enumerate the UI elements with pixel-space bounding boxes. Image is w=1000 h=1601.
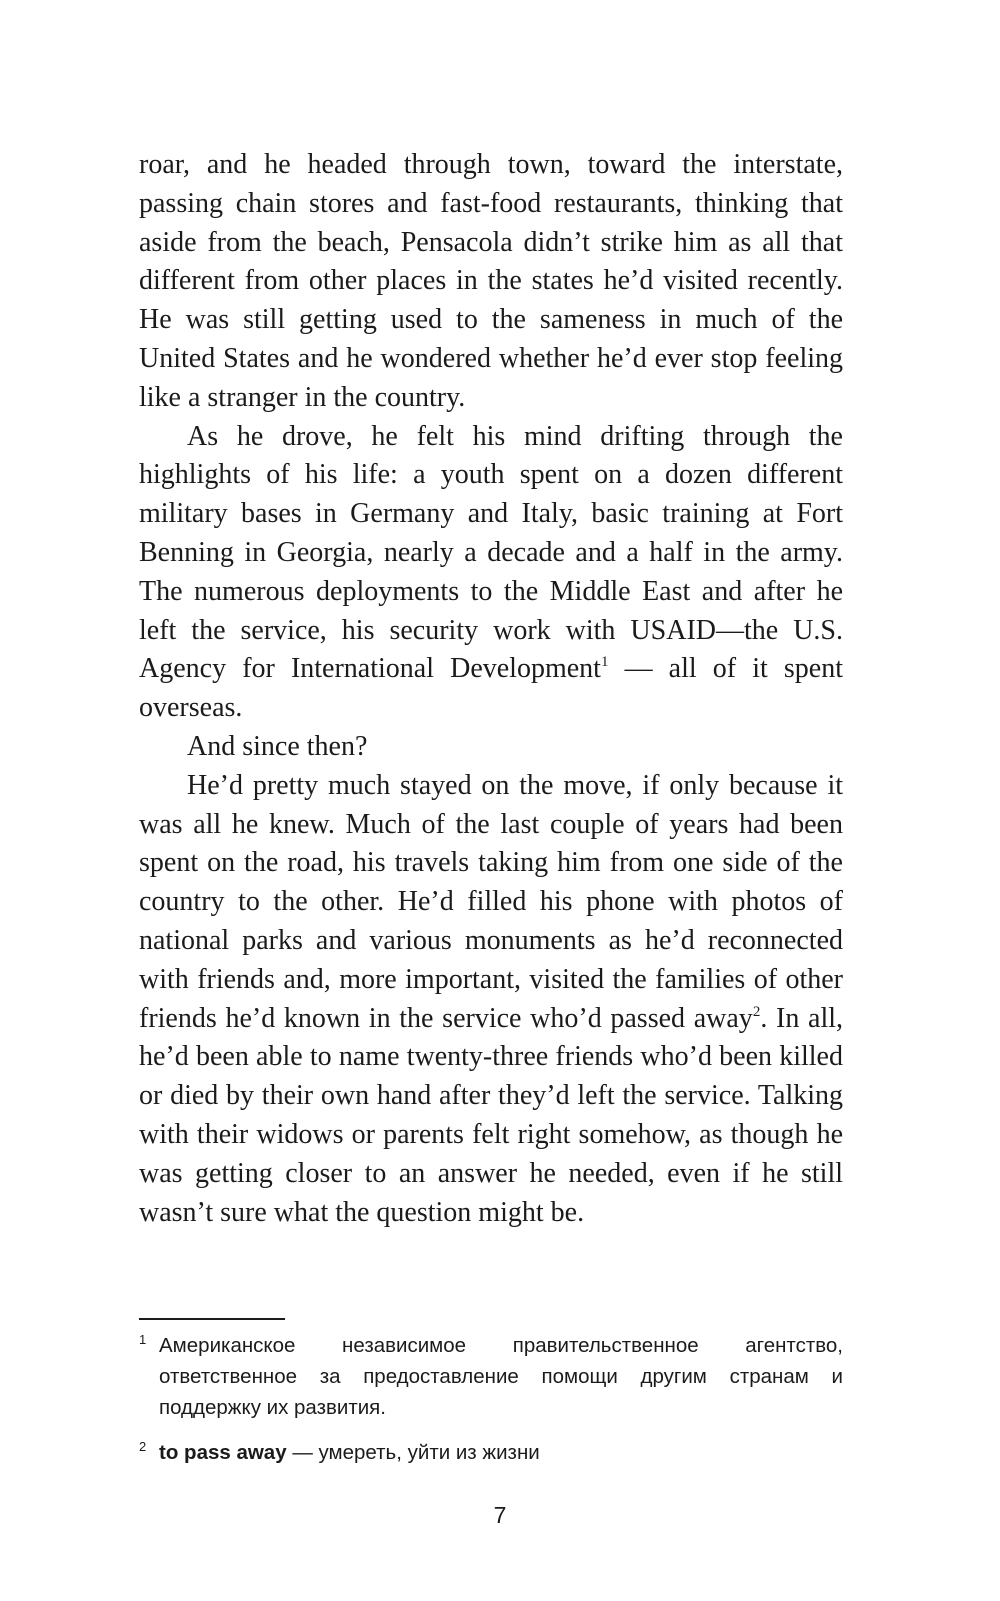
footnote: [139, 1437, 843, 1468]
page-number: 7: [493, 1502, 507, 1528]
footnote-text: — умереть, уйти из жизни: [286, 1441, 540, 1464]
paragraph-text: . In all, he’d been able to name twenty-three friends who’d been killed or died by their own hand after they’d left the service. Talking with their widows or parents felt right somehow, as though he was getting closer to an answer he needed, even if he still wasn’t sure what the question might be.: [139, 1002, 844, 1228]
paragraph: [139, 418, 843, 728]
footnotes: [139, 1330, 843, 1482]
footnote-number: 1: [139, 1332, 147, 1347]
paragraph: [139, 728, 843, 767]
paragraph-text: — all of it spent overseas.: [139, 653, 843, 724]
main-text: [139, 146, 843, 1232]
paragraph-text: And since then?: [187, 730, 368, 762]
footnote-number: 2: [139, 1439, 147, 1454]
paragraph-text: As he drove, he felt his mind drifting through the highlights of his life: a youth spent on a dozen different military bases in Germany and Italy, basic training at Fort Benning in Georgia, nearly a decade and a half in the army. The numerous deployments to the Middle East and after he left the service, his security work with USAID—the U.S. Agency for International Development: [139, 420, 843, 685]
paragraph: [139, 767, 843, 1233]
footnote: [139, 1330, 843, 1423]
footnote-reference: 1: [600, 654, 609, 671]
paragraph-text: roar, and he headed through town, toward the interstate, passing chain stores and fast-food restaurants, thinking that aside from the beach, Pensacola didn’t strike him as all that different from other places in the states he’d visited recently. He was still getting used to the sameness in much of the United States and he wondered whether he’d ever stop feeling like a stranger in the country.: [139, 149, 843, 413]
paragraph: [139, 146, 843, 418]
paragraph-text: He’d pretty much stayed on the move, if only because it was all he knew. Much of the last couple of years had been spent on the road, his travels taking him from one side of the country to the other. He’d filled his phone with photos of national parks and various monuments as he’d reconnected with friends and, more important, visited the families of other friends he’d known in the service who’d passed away: [139, 769, 843, 1034]
footnote-divider: [139, 1318, 285, 1320]
footnote-reference: 2: [752, 1003, 761, 1020]
footnote-term: to pass away: [159, 1441, 287, 1464]
footnote-text: Американское независимое правительственное агентство, ответственное за предоставление помощи другим странам и поддержку их развития.: [159, 1334, 843, 1419]
